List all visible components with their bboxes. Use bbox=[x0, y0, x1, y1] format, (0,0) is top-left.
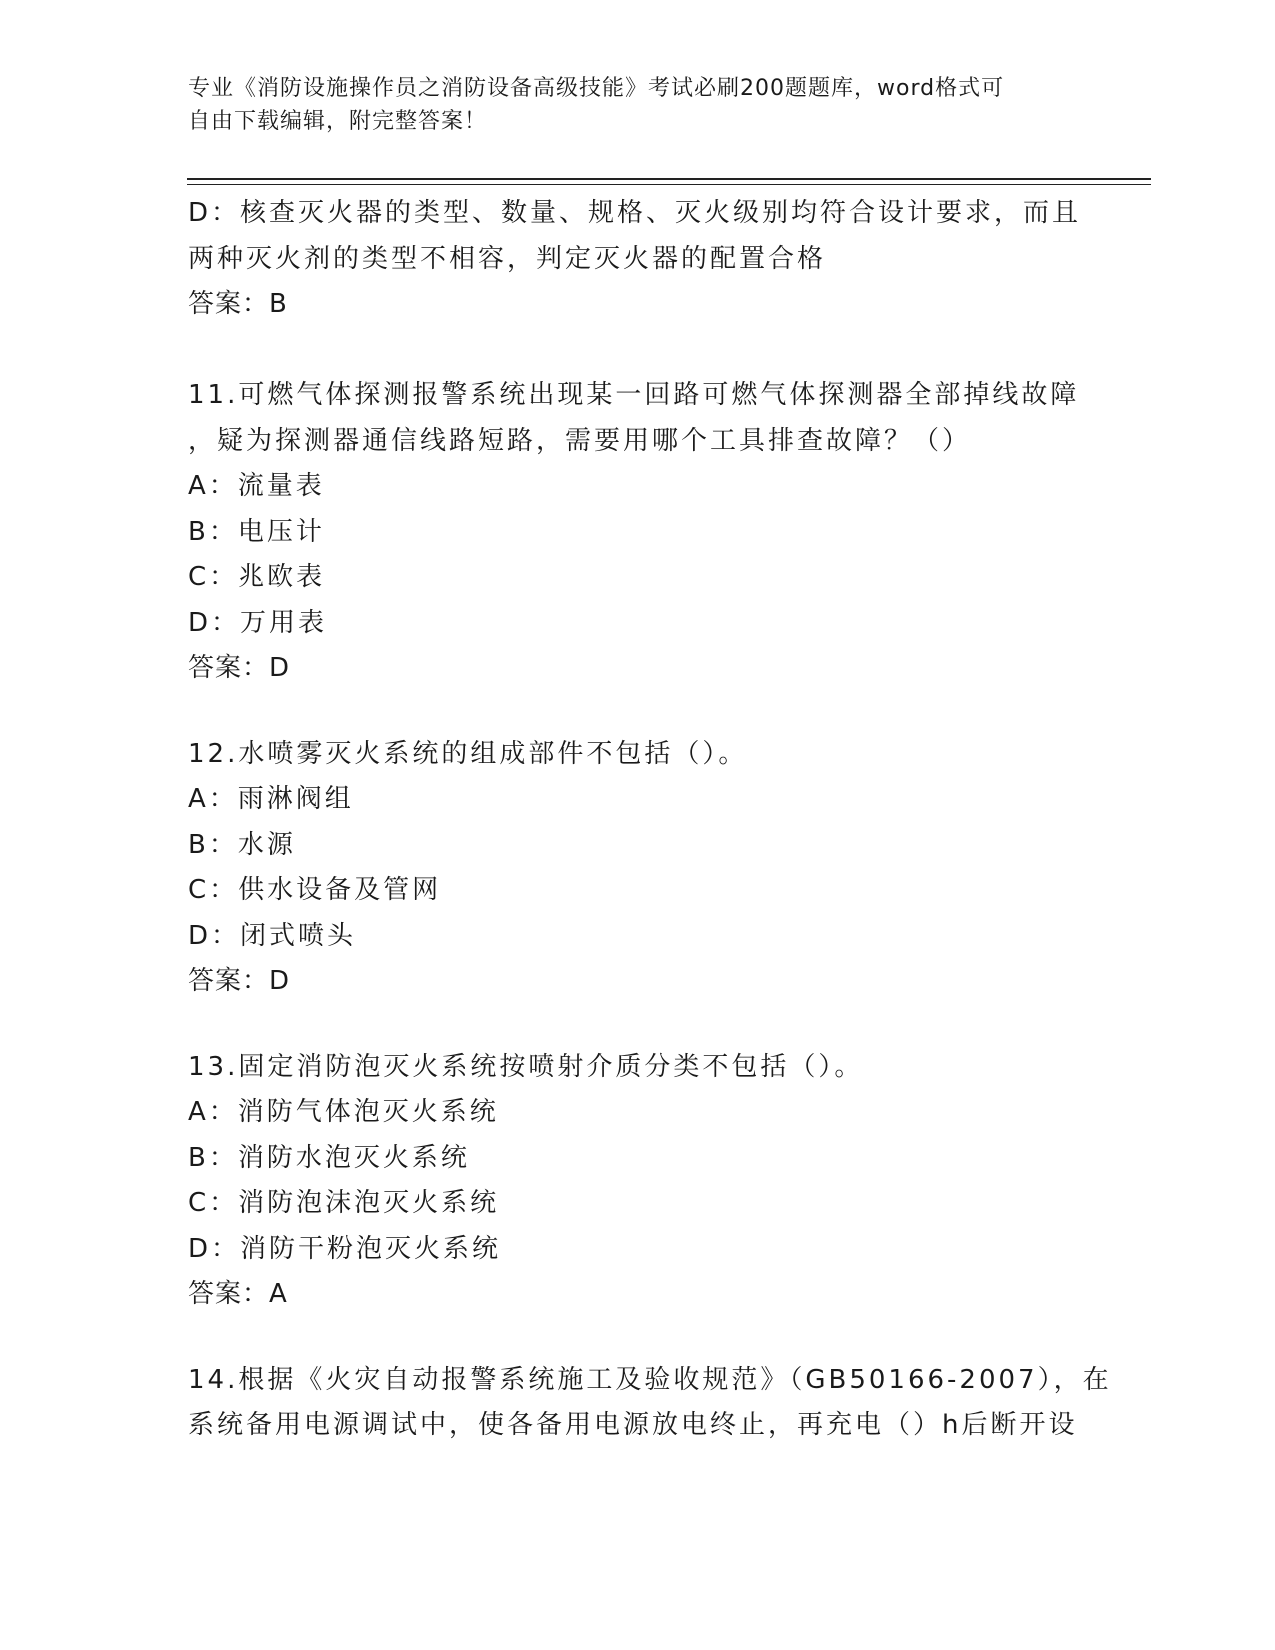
option-b: B：电压计 bbox=[188, 516, 325, 547]
question-12 bbox=[188, 732, 1088, 1005]
answer-line: 答案：D bbox=[188, 966, 291, 996]
document-header bbox=[188, 72, 1068, 138]
option-a: A：消防气体泡灭火系统 bbox=[188, 1097, 499, 1127]
option-d: D：闭式喷头 bbox=[188, 920, 357, 951]
question-content bbox=[188, 191, 1112, 1449]
spacer bbox=[188, 1318, 1088, 1358]
option-d-line-1: D：核查灭火器的类型、数量、规格、灭火级别均符合设计要求，而且 bbox=[188, 198, 1082, 228]
spacer bbox=[188, 328, 1088, 374]
question-11 bbox=[188, 373, 1088, 692]
header-divider bbox=[187, 178, 1151, 185]
question-stem-line-2: ，疑为探测器通信线路短路，需要用哪个工具排查故障？（） bbox=[188, 425, 972, 456]
answer-line: 答案：B bbox=[188, 289, 288, 319]
spacer bbox=[188, 1005, 1088, 1045]
question-stem-line-1: 11.可燃气体探测报警系统出现某一回路可燃气体探测器全部掉线故障 bbox=[188, 380, 1080, 410]
option-b: B：水源 bbox=[188, 829, 296, 860]
option-a: A：流量表 bbox=[188, 471, 325, 501]
answer-line: 答案：A bbox=[188, 1279, 288, 1309]
question-13 bbox=[188, 1045, 1088, 1318]
option-c: C：消防泡沫泡灭火系统 bbox=[188, 1188, 500, 1218]
option-d: D：消防干粉泡灭火系统 bbox=[188, 1233, 502, 1264]
question-14 bbox=[188, 1358, 1112, 1449]
spacer bbox=[188, 692, 1088, 732]
option-d: D：万用表 bbox=[188, 607, 328, 638]
option-a: A：雨淋阀组 bbox=[188, 784, 354, 814]
option-c: C：供水设备及管网 bbox=[188, 875, 442, 905]
question-stem-line-1: 13.固定消防泡灭火系统按喷射介质分类不包括（）。 bbox=[188, 1051, 864, 1082]
option-d-line-2: 两种灭火剂的类型不相容，判定灭火器的配置合格 bbox=[188, 243, 827, 274]
question-stem-line-2: 系统备用电源调试中，使各备用电源放电终止，再充电（）h后断开设 bbox=[188, 1410, 1078, 1440]
header-line-1: 专业《消防设施操作员之消防设备高级技能》考试必刷200题题库，word格式可 bbox=[188, 76, 1005, 101]
option-c: C：兆欧表 bbox=[188, 562, 326, 592]
question-10-continuation bbox=[188, 191, 1088, 328]
answer-line: 答案：D bbox=[188, 653, 291, 683]
option-b: B：消防水泡灭火系统 bbox=[188, 1142, 470, 1173]
question-stem-line-1: 12.水喷雾灭火系统的组成部件不包括（）。 bbox=[188, 738, 748, 769]
question-stem-line-1: 14.根据《火灾自动报警系统施工及验收规范》（GB50166-2007），在 bbox=[188, 1364, 1112, 1395]
header-line-2: 自由下载编辑，附完整答案！ bbox=[188, 109, 488, 134]
